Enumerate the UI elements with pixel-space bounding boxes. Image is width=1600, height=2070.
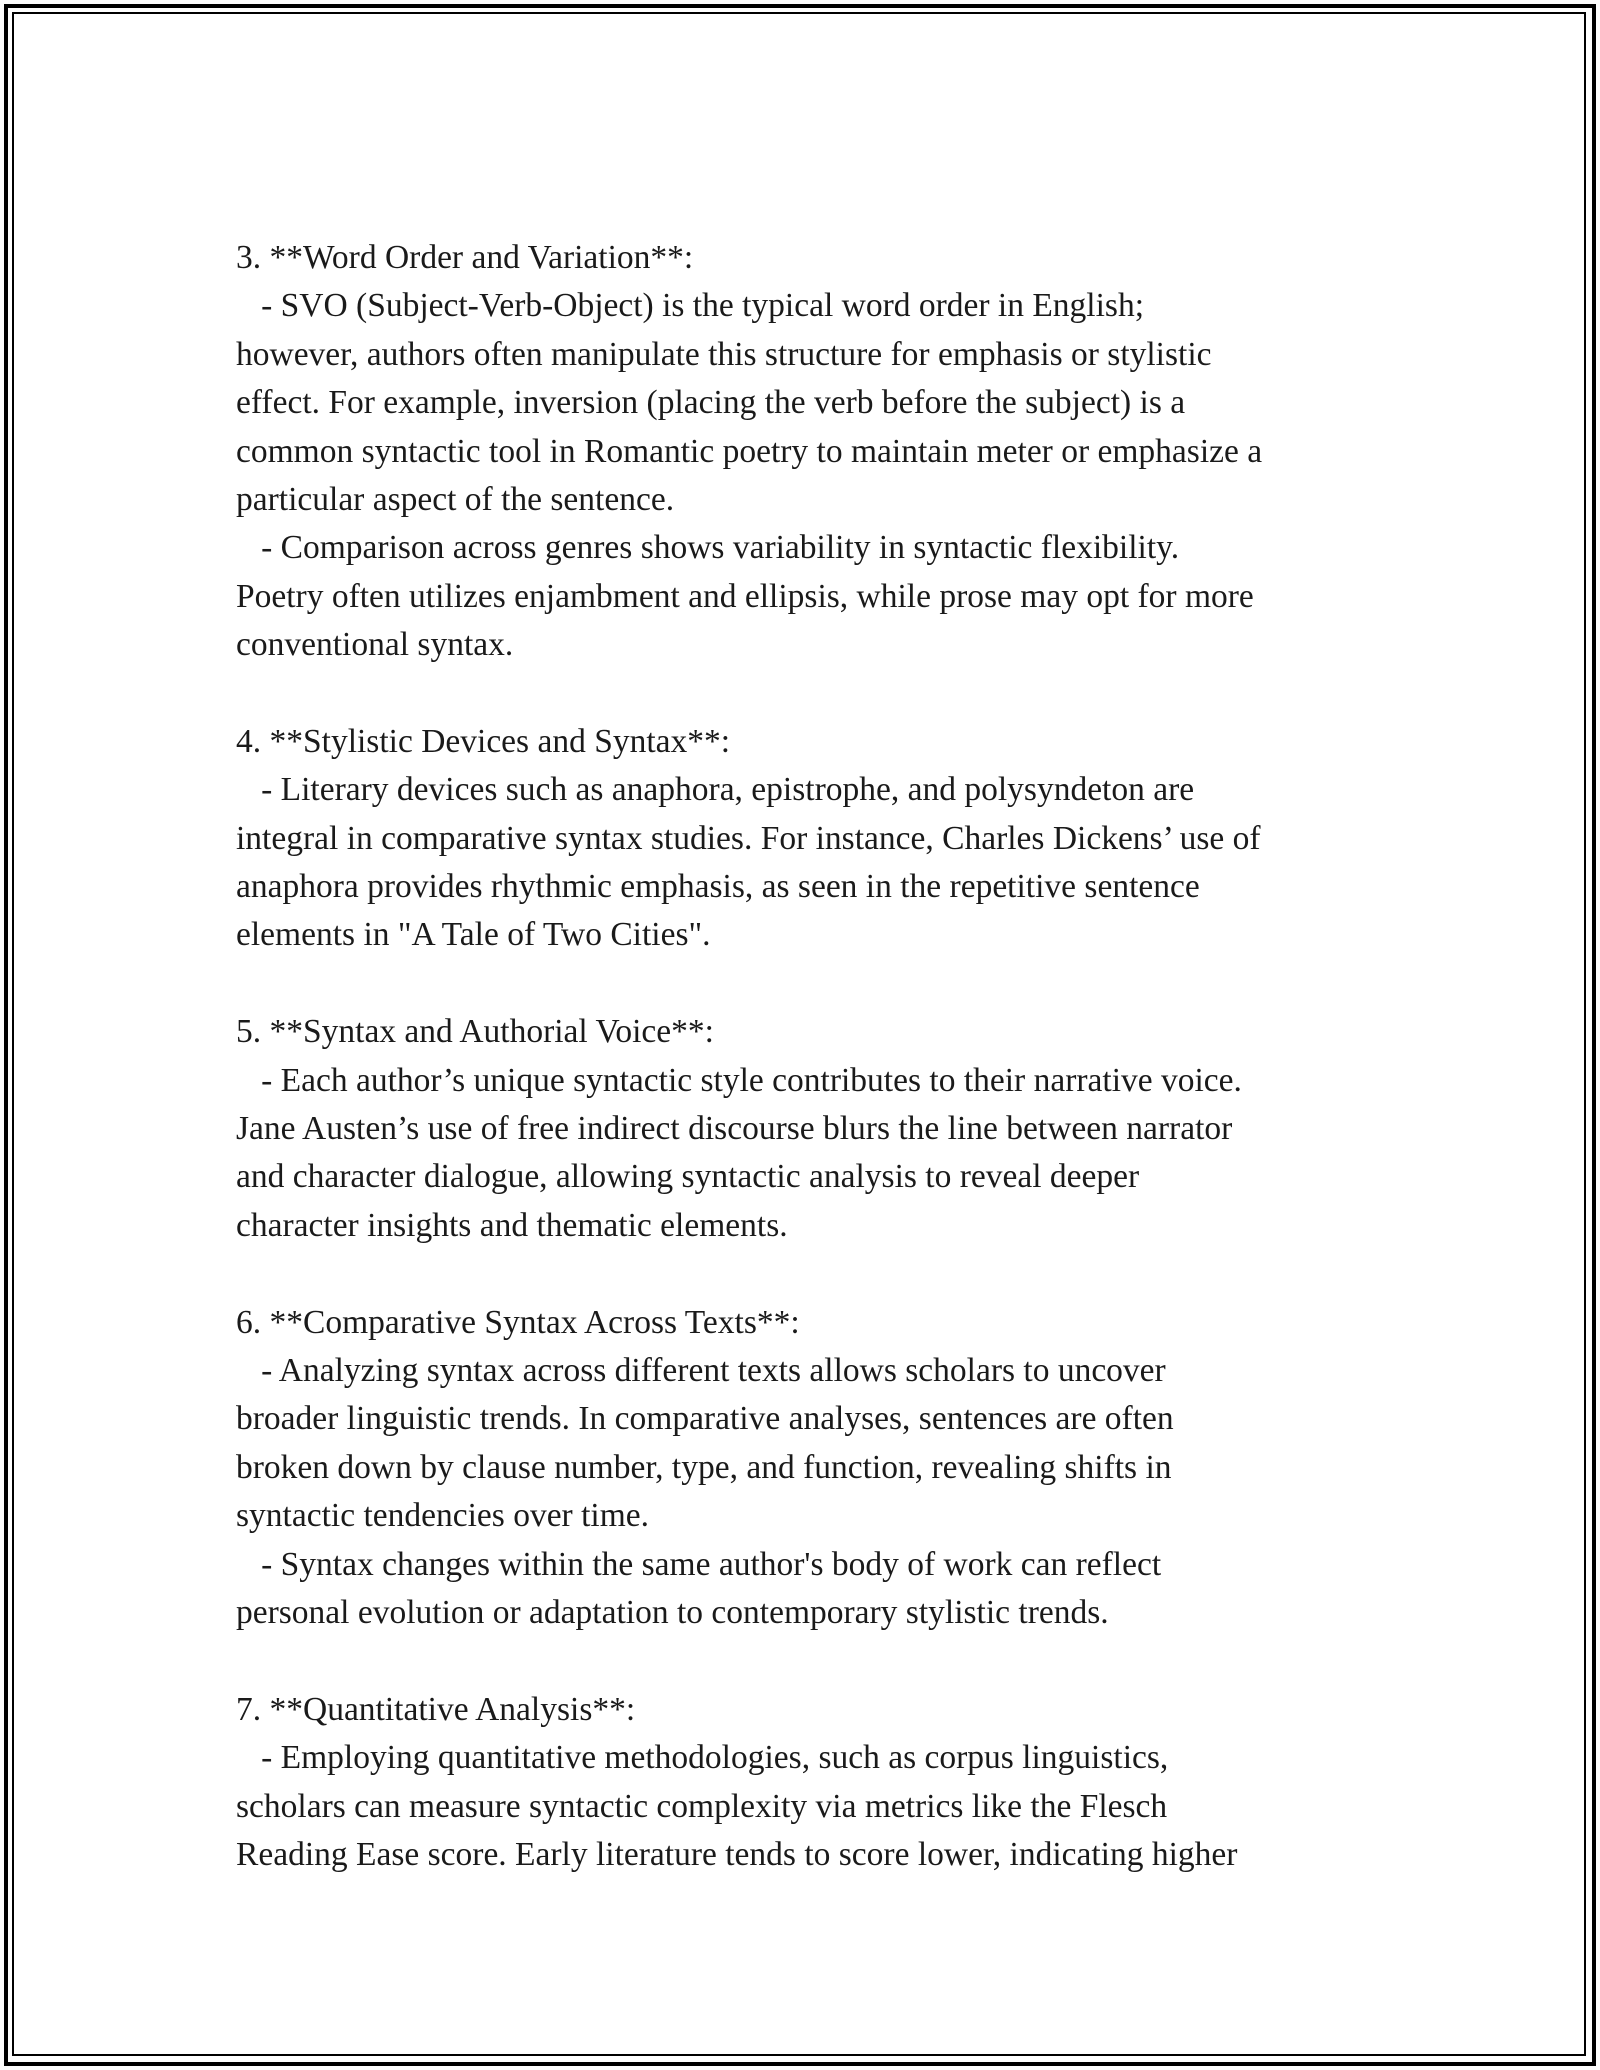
document-body bbox=[236, 234, 1376, 1879]
section-comparative-syntax bbox=[236, 1299, 1376, 1638]
text-line: particular aspect of the sentence. bbox=[236, 480, 675, 518]
section-quantitative-analysis bbox=[236, 1686, 1376, 1880]
text-line: Poetry often utilizes enjambment and ellipsis, while prose may opt for more bbox=[236, 577, 1254, 615]
text-line: personal evolution or adaptation to contemporary stylistic trends. bbox=[236, 1593, 1109, 1631]
paragraph-spacer bbox=[236, 1637, 1376, 1685]
text-line: conventional syntax. bbox=[236, 626, 514, 664]
text-line: - Each author’s unique syntactic style contributes to their narrative voice. bbox=[236, 1061, 1242, 1099]
text-line: effect. For example, inversion (placing the verb before the subject) is a bbox=[236, 384, 1186, 422]
paragraph-spacer bbox=[236, 1250, 1376, 1298]
section-heading: 7. **Quantitative Analysis**: bbox=[236, 1690, 636, 1728]
section-authorial-voice bbox=[236, 1008, 1376, 1250]
text-line: integral in comparative syntax studies. For instance, Charles Dickens’ use of bbox=[236, 819, 1261, 857]
section-heading: 4. **Stylistic Devices and Syntax**: bbox=[236, 722, 731, 760]
text-line: scholars can measure syntactic complexity via metrics like the Flesch bbox=[236, 1787, 1168, 1825]
text-line: broader linguistic trends. In comparative analyses, sentences are often bbox=[236, 1400, 1174, 1438]
text-line: however, authors often manipulate this structure for emphasis or stylistic bbox=[236, 335, 1212, 373]
text-line: and character dialogue, allowing syntactic analysis to reveal deeper bbox=[236, 1158, 1140, 1196]
paragraph-spacer bbox=[236, 670, 1376, 718]
text-line: broken down by clause number, type, and function, revealing shifts in bbox=[236, 1448, 1172, 1486]
text-line: anaphora provides rhythmic emphasis, as seen in the repetitive sentence bbox=[236, 868, 1200, 906]
text-line: - Employing quantitative methodologies, such as corpus linguistics, bbox=[236, 1739, 1169, 1777]
text-line: elements in "A Tale of Two Cities". bbox=[236, 916, 711, 954]
section-word-order bbox=[236, 234, 1376, 670]
section-heading: 3. **Word Order and Variation**: bbox=[236, 239, 694, 276]
text-line: Jane Austen’s use of free indirect discourse blurs the line between narrator bbox=[236, 1110, 1233, 1148]
text-line: Reading Ease score. Early literature tends to score lower, indicating higher bbox=[236, 1835, 1238, 1873]
text-line: - Literary devices such as anaphora, epistrophe, and polysyndeton are bbox=[236, 771, 1195, 809]
text-line: - Syntax changes within the same author's body of work can reflect bbox=[236, 1545, 1162, 1583]
section-heading: 5. **Syntax and Authorial Voice**: bbox=[236, 1013, 714, 1051]
text-line: common syntactic tool in Romantic poetry to maintain meter or emphasize a bbox=[236, 432, 1263, 470]
section-stylistic-devices bbox=[236, 718, 1376, 960]
paragraph-spacer bbox=[236, 960, 1376, 1008]
text-line: - Analyzing syntax across different texts allows scholars to uncover bbox=[236, 1351, 1166, 1389]
text-line: character insights and thematic elements. bbox=[236, 1206, 788, 1244]
text-line: - SVO (Subject-Verb-Object) is the typical word order in English; bbox=[236, 287, 1145, 325]
text-line: - Comparison across genres shows variability in syntactic flexibility. bbox=[236, 529, 1180, 567]
section-heading: 6. **Comparative Syntax Across Texts**: bbox=[236, 1303, 800, 1341]
text-line: syntactic tendencies over time. bbox=[236, 1497, 650, 1535]
